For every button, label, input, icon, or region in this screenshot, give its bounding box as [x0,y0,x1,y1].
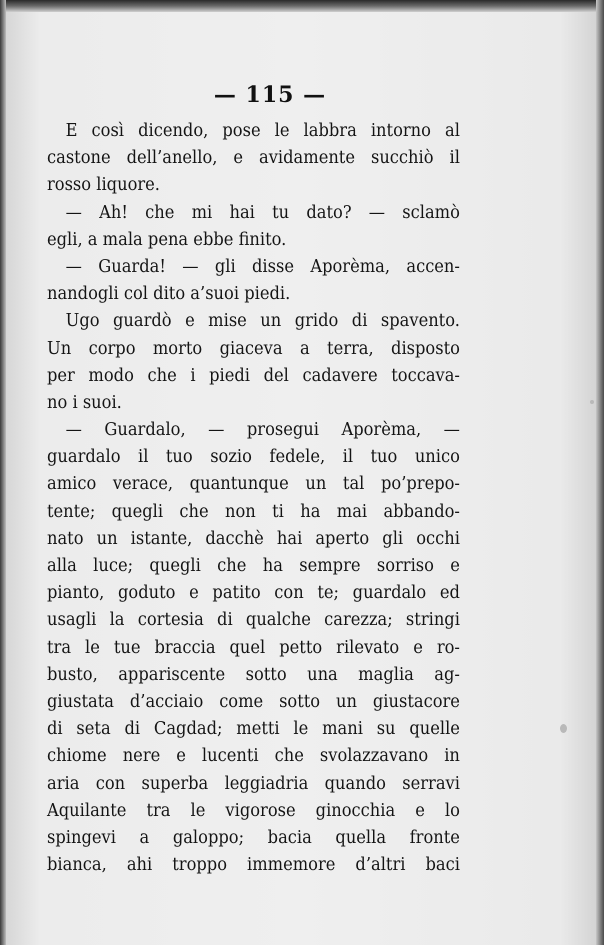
page-right-shadow [596,0,604,945]
text-line: Aquilante tra le vigorose ginocchia e lo [47,800,460,821]
text-line: nato un istante, dacchè hai aperto gli occhi [47,528,460,549]
text-line: tente; quegli che non ti ha mai abbando- [47,501,460,522]
text-line: castone dell’anello, e avidamente succhiò il [47,148,460,169]
text-line: rosso liquore. [47,175,160,196]
text-line: nandogli col dito a’suoi piedi. [47,284,291,305]
text-line: usagli la cortesia di qualche carezza; stringi [47,610,460,631]
body-text [47,118,460,879]
text-line: no i suoi. [47,392,122,413]
page-number: — 115 — [213,82,327,108]
text-line: egli, a mala pena ebbe finito. [47,229,287,250]
text-line: per modo che i piedi del cadavere toccava- [47,365,460,386]
text-line: busto, appariscente sotto una maglia ag- [47,664,460,685]
text-line: spingevi a galoppo; bacia quella fronte [47,827,460,848]
text-line: aria con superba leggiadria quando serravi [47,773,460,794]
text-line: — Guardalo, — prosegui Aporèma, — [65,420,460,441]
text-line: Un corpo morto giaceva a terra, disposto [47,338,460,359]
text-line: tra le tue braccia quel petto rilevato e ro- [47,637,460,658]
paper-speck [590,400,594,404]
text-line: alla luce; quegli che ha sempre sorriso e [47,556,460,576]
page-top-shadow [0,0,604,12]
text-line: Ugo guardò e mise un grido di spavento. [65,311,460,332]
text-line: amico verace, quantunque un tal po’prepo- [47,474,460,495]
text-line: E così dicendo, pose le labbra intorno al [65,121,460,141]
text-line: guardalo il tuo sozio fedele, il tuo unico [47,447,460,468]
text-line: giustata d’acciaio come sotto un giustacore [47,691,460,712]
page-left-shadow [0,0,6,945]
text-line: di seta di Cagdad; metti le mani su quelle [47,719,460,740]
text-line: bianca, ahi troppo immemore d’altri baci [47,855,460,876]
text-line: — Guarda! — gli disse Aporèma, accen- [65,256,460,277]
text-line: — Ah! che mi hai tu dato? — sclamò [65,202,460,223]
text-line: chiome nere e lucenti che svolazzavano in [47,746,460,767]
text-line: pianto, goduto e patito con te; guardalo ed [47,583,460,604]
paper-speck [560,724,567,733]
